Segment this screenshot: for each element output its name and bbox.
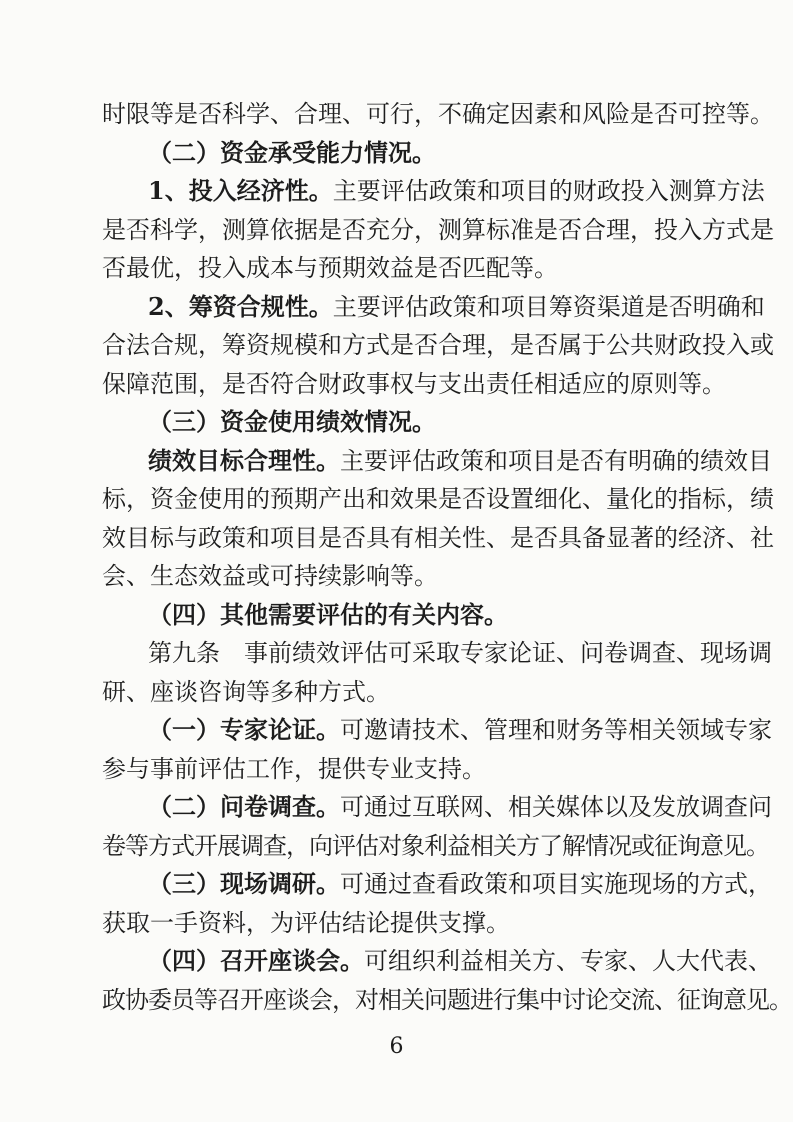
section-heading-funding-capacity	[148, 135, 698, 171]
line-4-text: 是否科学，测算依据是否充分，测算标准是否合理，投入方式是	[102, 215, 774, 244]
text-line-23	[148, 943, 772, 979]
text-line-20	[102, 828, 769, 864]
line-22-text: 获取一手资料，为评估结论提供支撑。	[102, 908, 510, 937]
line-10-heading: 绩效目标合理性。	[148, 445, 340, 475]
line-6-text: 主要评估政策和项目筹资渠道是否明确和	[332, 292, 765, 321]
line-19-heading: （二）问卷调查。	[148, 792, 340, 821]
text-line-6	[148, 289, 765, 325]
text-line-4	[102, 212, 774, 248]
text-line-24	[102, 982, 792, 1018]
line-6-heading: 2、筹资合规性。	[148, 291, 333, 321]
section-heading-fund-performance	[148, 404, 698, 440]
line-10-text: 主要评估政策和项目是否有明确的绩效目	[340, 446, 772, 475]
text-line-22	[102, 905, 698, 941]
line-16-text: 研、座谈咨询等多种方式。	[102, 677, 390, 706]
line-15-text: 第九条 事前绩效评估可采取专家论证、问卷调查、现场调	[148, 639, 772, 667]
text-line-10	[148, 443, 772, 479]
text-line-3	[148, 173, 765, 209]
page-number: 6	[389, 1034, 404, 1059]
line-24-text: 政协委员等召开座谈会，对相关问题进行集中讨论交流、征询意见。	[102, 985, 792, 1014]
text-line-18	[102, 751, 698, 787]
line-23-heading: （四）召开座谈会。	[148, 946, 364, 975]
text-line-11	[102, 481, 774, 517]
text-line-7	[102, 327, 774, 363]
line-5-text: 否最优，投入成本与预期效益是否匹配等。	[102, 254, 558, 282]
line-20-text: 卷等方式开展调查，向评估对象利益相关方了解情况或征询意见。	[102, 831, 769, 860]
text-line-17	[148, 712, 772, 748]
line-17-heading: （一）专家论证。	[148, 715, 340, 744]
text-line-16	[102, 674, 698, 710]
text-line-19	[148, 789, 772, 825]
line-17-text: 可邀请技术、管理和财务等相关领域专家	[340, 716, 772, 744]
line-7-text: 合法合规，筹资规模和方式是否合理，是否属于公共财政投入或	[102, 331, 774, 359]
text-line-21	[148, 866, 772, 902]
line-2-text: （二）资金承受能力情况。	[148, 137, 436, 167]
text-line-13	[102, 558, 698, 594]
line-12-text: 效目标与政策和项目是否具有相关性、是否具备显著的经济、社	[102, 523, 774, 552]
article-nine-line	[148, 635, 772, 671]
line-23-text: 可组织利益相关方、专家、人大代表、	[364, 947, 772, 975]
line-13-text: 会、生态效益或可持续影响等。	[102, 562, 438, 590]
line-8-text: 保障范围，是否符合财政事权与支出责任相适应的原则等。	[102, 369, 726, 398]
line-3-text: 主要评估政策和项目的财政投入测算方法	[332, 177, 765, 205]
text-line-12	[102, 520, 774, 556]
text-line-1	[102, 96, 774, 132]
text-line-5	[102, 250, 698, 286]
line-19-text: 可通过互联网、相关媒体以及发放调查问	[340, 793, 772, 821]
section-heading-other-content	[148, 597, 698, 633]
line-14-text: （四）其他需要评估的有关内容。	[148, 599, 508, 629]
line-11-text: 标，资金使用的预期产出和效果是否设置细化、量化的指标，绩	[102, 485, 774, 513]
line-18-text: 参与事前评估工作，提供专业支持。	[102, 754, 486, 783]
line-9-text: （三）资金使用绩效情况。	[148, 407, 436, 436]
line-21-heading: （三）现场调研。	[148, 869, 340, 898]
line-3-heading: 1、投入经济性。	[148, 176, 333, 205]
line-21-text: 可通过查看政策和项目实施现场的方式，	[340, 870, 772, 898]
text-line-8	[102, 366, 726, 402]
line-1-text: 时限等是否科学、合理、可行，不确定因素和风险是否可控等。	[102, 100, 774, 128]
